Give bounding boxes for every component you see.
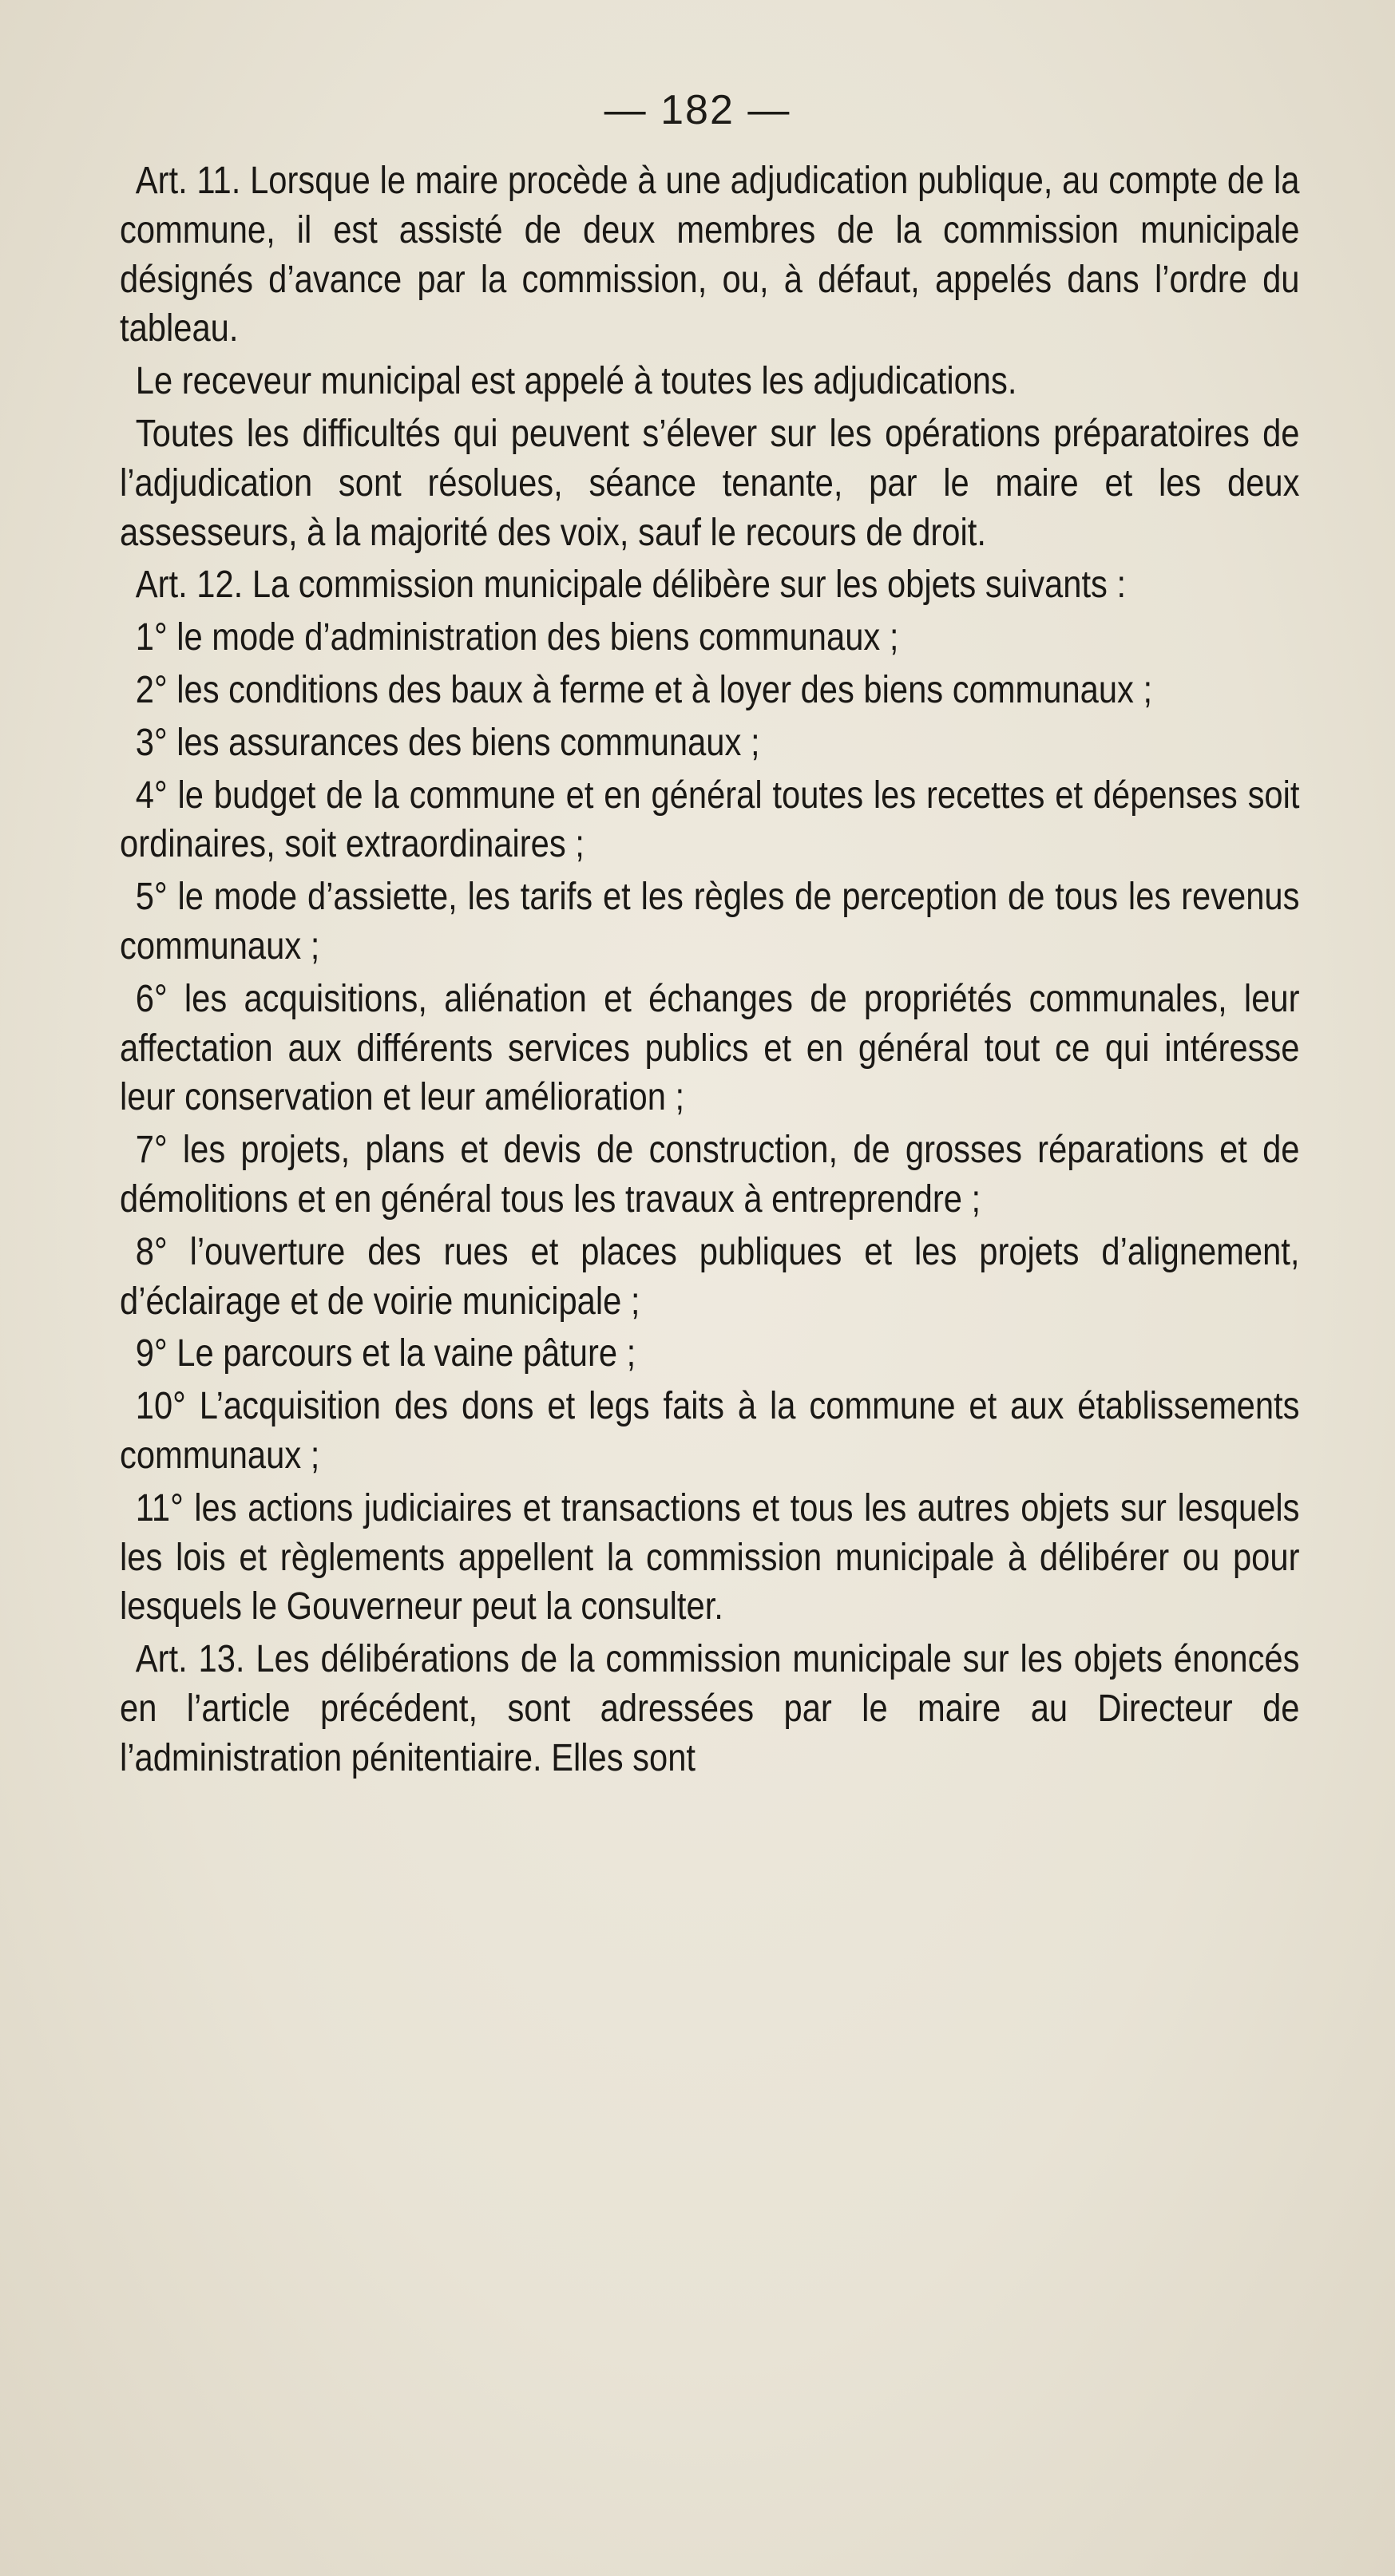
list-item-11: 11° les actions judiciaires et transactions et tous les autres objets sur lesquels les lois et règlements appellent la commission municipale à délibérer ou pour lesquels le Gouverneur peut la consulter. — [120, 1486, 1300, 1628]
list-item-6: 6° les acquisitions, aliénation et échanges de propriétés communales, leur affectation aux différents services publics et en général tout ce qui intéresse leur conservation et leur amélioration ; — [120, 976, 1300, 1119]
list-item-7: 7° les projets, plans et devis de construction, de grosses réparations et de démolitions et en général tous les travaux à entreprendre ; — [120, 1128, 1300, 1221]
paragraph-difficultes: Toutes les difficultés qui peuvent s’élever sur les opérations préparatoires de l’adjudication sont résolues, séance tenante, par le maire et les deux assesseurs, à la majorité des voix, sauf le recours de droit. — [120, 411, 1300, 554]
list-item-2: 2° les conditions des baux à ferme et à loyer des biens communaux ; — [135, 667, 1153, 711]
list-item-1: 1° le mode d’administration des biens communaux ; — [135, 615, 899, 659]
paragraph-art-12: Art. 12. La commission municipale délibère sur les objets suivants : — [135, 563, 1127, 607]
list-item-9: 9° Le parcours et la vaine pâture ; — [135, 1332, 636, 1375]
list-item-5: 5° le mode d’assiette, les tarifs et les règles de perception de tous les revenus communaux ; — [120, 875, 1300, 967]
list-item-3: 3° les assurances des biens communaux ; — [135, 720, 760, 764]
list-item-4: 4° le budget de la commune et en général toutes les recettes et dépenses soit ordinaires, soit extraordinaires ; — [120, 773, 1300, 866]
paragraph-list — [120, 156, 1299, 1783]
paragraph-receveur: Le receveur municipal est appelé à toutes les adjudications. — [135, 359, 1017, 403]
paragraph-art-11: Art. 11. Lorsque le maire procède à une adjudication publique, au compte de la commune, il est assisté de deux membres de la commission municipale désignés d’avance par la commission, ou, à défaut, appelés dans l’ordre du tableau. — [120, 159, 1300, 350]
document-body — [120, 156, 1300, 1787]
list-item-10: 10° L’acquisition des dons et legs faits à la commune et aux établissements communaux ; — [120, 1384, 1300, 1477]
list-item-8: 8° l’ouverture des rues et places publiques et les projets d’alignement, d’éclairage et de voirie municipale ; — [120, 1229, 1300, 1323]
page-number: — 182 — — [604, 87, 791, 133]
paragraph-art-13: Art. 13. Les délibérations de la commission municipale sur les objets énoncés en l’article précédent, sont adressées par le maire au Directeur de l’administration pénitentiaire. Elles sont — [120, 1637, 1300, 1779]
